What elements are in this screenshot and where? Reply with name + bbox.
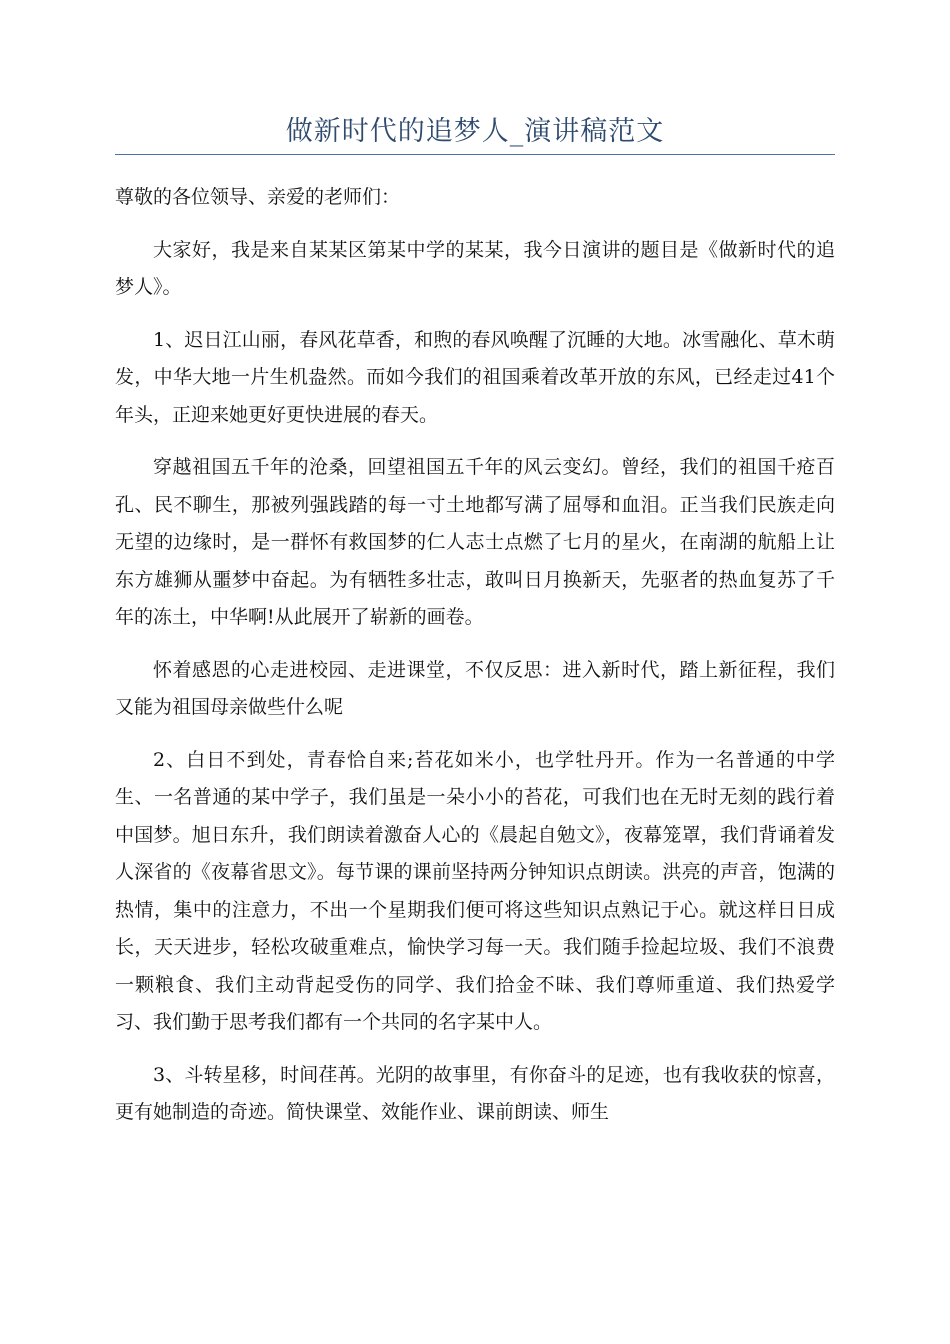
paragraph-section-1: 1、迟日江山丽，春风花草香，和煦的春风唤醒了沉睡的大地。冰雪融化、草木萌发，中华大地一片生机盎然。而如今我们的祖国乘着改革开放的东风，已经走过41个年头，正迎来她更好更快进展的春天。 — [115, 328, 835, 426]
title-underline — [115, 154, 835, 155]
paragraph-history: 穿越祖国五千年的沧桑，回望祖国五千年的风云变幻。曾经，我们的祖国千疮百孔、民不聊生，那被列强践踏的每一寸土地都写满了屈辱和血泪。正当我们民族走向无望的边缘时，是一群怀有救国梦的仁人志士点燃了七月的星火，在南湖的航船上让东方雄狮从噩梦中奋起。为有牺牲多壮志，敢叫日月换新天，先驱者的热血复苏了千年的冻土，中华啊!从此展开了崭新的画卷。 — [115, 456, 835, 628]
greeting-line: 尊敬的各位领导、亲爱的老师们： — [115, 186, 401, 208]
paragraph-section-2: 2、白日不到处，青春恰自来;苔花如米小，也学牡丹开。作为一名普通的中学生、一名普通的某中学子，我们虽是一朵小小的苔花，可我们也在无时无刻的践行着中国梦。旭日东升，我们朗读着激奋人心的《晨起自勉文》，夜幕笼罩，我们背诵着发人深省的《夜幕省思文》。每节课的课前坚持两分钟知识点朗读。洪亮的声音，饱满的热情，集中的注意力，不出一个星期我们便可将这些知识点熟记于心。就这样日日成长，天天进步，轻松攻破重难点，愉快学习每一天。我们随手捡起垃圾、我们不浪费一颗粮食、我们主动背起受伤的同学、我们拾金不昧、我们尊师重道、我们热爱学习、我们勤于思考我们都有一个共同的名字某中人。 — [115, 748, 835, 1033]
document-body — [115, 179, 835, 1147]
paragraph-reflection: 怀着感恩的心走进校园、走进课堂，不仅反思：进入新时代，踏上新征程，我们又能为祖国母亲做些什么呢 — [115, 658, 835, 718]
document-title: 做新时代的追梦人_演讲稿范文 — [285, 116, 665, 147]
paragraph-intro: 大家好，我是来自某某区第某中学的某某，我今日演讲的题目是《做新时代的追梦人》。 — [115, 238, 835, 298]
paragraph-section-3: 3、斗转星移，时间荏苒。光阴的故事里，有你奋斗的足迹，也有我收获的惊喜，更有她制造的奇迹。简快课堂、效能作业、课前朗读、师生 — [115, 1063, 835, 1123]
